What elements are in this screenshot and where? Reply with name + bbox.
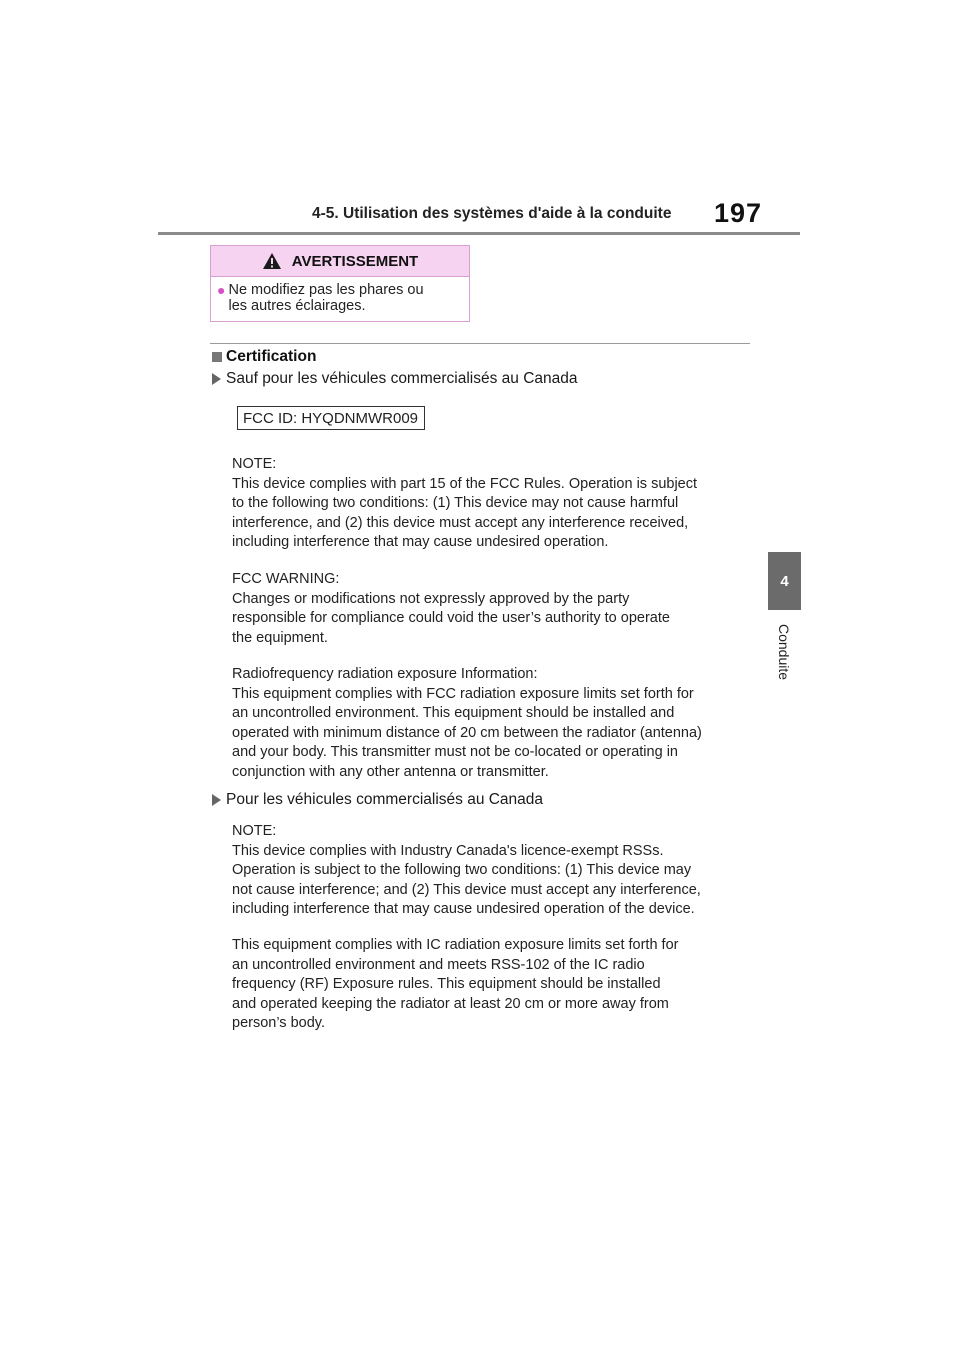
fcc-warning: FCC WARNING: Changes or modifications not expressly approved by the party responsible for compliance could void the user’s authority to operate the equipment. xyxy=(232,571,670,646)
chapter-tab[interactable] xyxy=(768,552,801,610)
square-bullet-icon xyxy=(212,352,222,362)
triangle-bullet-icon xyxy=(212,373,221,385)
certification-title: Certification xyxy=(226,348,317,365)
ic-note: NOTE: This device complies with Industry Canada's licence-exempt RSSs. Operation is subject to the following two conditions: (1) This device may not cause interference; and (2) This device must accept any interference, including interference that may cause undesired operation of the device. xyxy=(232,823,701,918)
fcc-note: NOTE: This device complies with part 15 of the FCC Rules. Operation is subject to the following two conditions: (1) This device may not cause harmful interference, and (2) this device must accept any interference received, including interference that may cause undesired operation. xyxy=(232,456,698,551)
chapter-label xyxy=(768,612,801,692)
certification-heading xyxy=(212,348,316,366)
warning-title: AVERTISSEMENT xyxy=(291,252,419,270)
subheading-non-canada-text: Sauf pour les véhicules commercialisés au Canada xyxy=(226,370,578,387)
header-divider xyxy=(158,232,800,235)
warning-item-text: Ne modifiez pas les phares ou les autres éclairages. xyxy=(228,282,424,314)
page-number: 197 xyxy=(714,198,763,228)
section-divider xyxy=(210,343,750,344)
subheading-non-canada xyxy=(212,370,578,388)
fcc-id-label: FCC ID: HYQDNMWR009 xyxy=(237,406,425,430)
subheading-canada-text: Pour les véhicules commercialisés au Canada xyxy=(226,791,544,808)
subheading-canada xyxy=(212,791,543,809)
chapter-label-text: Conduite xyxy=(776,623,793,681)
ic-radiation-info: This equipment complies with IC radiation exposure limits set forth for an uncontrolled environment and meets RSS-102 of the IC radio frequency (RF) Exposure rules. This equipment should be installed and operated keeping the radiator at least 20 cm or more away from person’s body. xyxy=(232,937,679,1032)
warning-box xyxy=(210,245,470,322)
chapter-number: 4 xyxy=(780,572,789,590)
warning-item xyxy=(211,277,469,314)
warning-header xyxy=(211,246,469,277)
triangle-bullet-icon xyxy=(212,794,221,806)
fcc-radiation-info: Radiofrequency radiation exposure Information: This equipment complies with FCC radiation exposure limits set forth for an uncontrolled environment. This equipment should be installed and operated with minimum distance of 20 cm between the radiator (antenna) and your body. This transmitter must not be co-located or operating in conjunction with any other antenna or transmitter. xyxy=(232,666,702,780)
warning-triangle-icon xyxy=(262,252,282,270)
bullet-dot-icon: ● xyxy=(217,282,226,298)
section-title: 4-5. Utilisation des systèmes d'aide à la conduite xyxy=(312,205,672,222)
